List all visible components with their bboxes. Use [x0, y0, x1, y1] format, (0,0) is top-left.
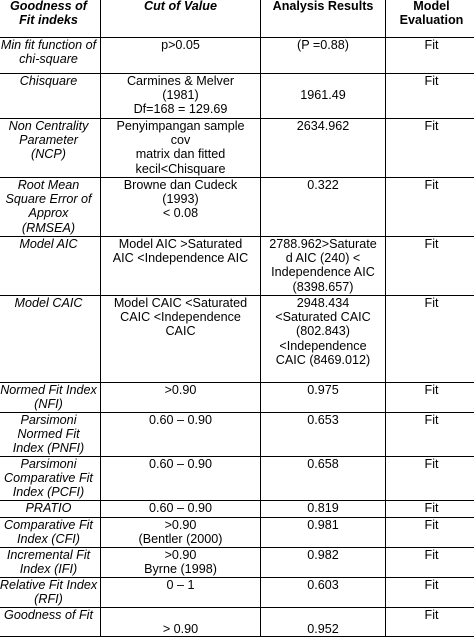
cell-line: CAIC — [102, 324, 259, 338]
cell-cut-of-value — [101, 119, 261, 178]
table-row — [0, 413, 474, 457]
cell-line: 0.60 – 0.90 — [102, 501, 259, 515]
cell-line: d AIC (240) < — [262, 251, 384, 265]
cell-goodness-of-fit — [0, 38, 101, 74]
table-row — [0, 383, 474, 413]
cell-line: Fit — [387, 457, 474, 471]
cell-line: AIC <Independence AIC — [102, 251, 259, 265]
cell-line: (1981) — [102, 88, 259, 102]
cell-line: Approx — [0, 206, 99, 220]
cell-line: Model CAIC <Saturated — [102, 296, 259, 310]
cell-line: Fit — [387, 518, 474, 532]
cell-line: Incremental Fit — [0, 548, 99, 562]
cell-line: Fit — [387, 383, 474, 397]
cell-line: 0.819 — [262, 501, 384, 515]
cell-line: Model AIC >Saturated — [102, 237, 259, 251]
cell-line: Index (PCFI) — [0, 485, 99, 499]
cell-line: matrix dan fitted — [102, 147, 259, 161]
cell-goodness-of-fit — [0, 237, 101, 296]
cell-line: 0.322 — [262, 178, 384, 192]
cell-line: Penyimpangan sample — [102, 119, 259, 133]
cell-line: CAIC (8469.012) — [262, 353, 384, 367]
cell-line: PRATIO — [0, 501, 99, 515]
cell-line: p>0.05 — [102, 38, 259, 52]
cell-analysis-result — [261, 296, 386, 383]
cell-line: 2948.434 — [262, 296, 384, 310]
header-cut-of-value — [101, 0, 261, 38]
cell-line: 0.982 — [262, 548, 384, 562]
table-row — [0, 178, 474, 237]
cell-model-evaluation — [386, 178, 474, 237]
cell-line: Fit — [387, 501, 474, 515]
cell-cut-of-value — [101, 548, 261, 578]
cell-analysis-result — [261, 178, 386, 237]
cell-line: 0.952 — [262, 622, 384, 636]
cell-line: Comparative Fit — [0, 471, 99, 485]
cell-line: 0.981 — [262, 518, 384, 532]
cell-line: Root Mean — [0, 178, 99, 192]
cell-model-evaluation — [386, 383, 474, 413]
cell-line: Fit — [387, 608, 474, 622]
cell-line: Parameter — [0, 133, 99, 147]
cell-line: cov — [102, 133, 259, 147]
table-row — [0, 74, 474, 119]
cell-model-evaluation — [386, 237, 474, 296]
cell-line: Browne dan Cudeck — [102, 178, 259, 192]
cell-model-evaluation — [386, 457, 474, 501]
cell-line: Model AIC — [0, 237, 99, 251]
cell-cut-of-value — [101, 237, 261, 296]
cell-analysis-result — [261, 413, 386, 457]
cell-cut-of-value — [101, 178, 261, 237]
cell-line: 0.653 — [262, 413, 384, 427]
cell-line: (1993) — [102, 192, 259, 206]
cell-line: Parsimoni — [0, 457, 99, 471]
cell-line: 0.60 – 0.90 — [102, 457, 259, 471]
cell-model-evaluation — [386, 578, 474, 608]
cell-line — [262, 74, 384, 88]
cell-line: Fit — [387, 578, 474, 592]
cell-analysis-result — [261, 38, 386, 74]
cell-line: CAIC <Independence — [102, 310, 259, 324]
cell-line: chi-square — [0, 52, 99, 66]
table-row — [0, 119, 474, 178]
cell-cut-of-value — [101, 383, 261, 413]
cell-line — [262, 608, 384, 622]
cell-analysis-result — [261, 501, 386, 518]
cell-line: Chisquare — [0, 74, 99, 88]
cell-goodness-of-fit — [0, 383, 101, 413]
cell-analysis-result — [261, 548, 386, 578]
cell-line: Byrne (1998) — [102, 562, 259, 576]
cell-model-evaluation — [386, 518, 474, 548]
cell-line: Cut of Value — [102, 0, 259, 13]
cell-line: (802.843) — [262, 324, 384, 338]
cell-line: 2634.962 — [262, 119, 384, 133]
cell-line: <Saturated CAIC — [262, 310, 384, 324]
cell-line: Fit — [387, 178, 474, 192]
cell-line: > 0.90 — [102, 622, 259, 636]
cell-cut-of-value — [101, 501, 261, 518]
table-row — [0, 518, 474, 548]
cell-line: 0.60 – 0.90 — [102, 413, 259, 427]
cell-line: Relative Fit Index — [0, 578, 99, 592]
cell-line: Normed Fit — [0, 427, 99, 441]
cell-line: Fit — [387, 548, 474, 562]
cell-line: Goodness of — [0, 0, 99, 13]
cell-line: (P =0.88) — [262, 38, 384, 52]
cell-line: Fit — [387, 119, 474, 133]
cell-line: Square Error of — [0, 192, 99, 206]
cell-line: 0 – 1 — [102, 578, 259, 592]
cell-line: 0.658 — [262, 457, 384, 471]
cell-line: 1961.49 — [262, 88, 384, 102]
table-row — [0, 501, 474, 518]
cell-line: Carmines & Melver — [102, 74, 259, 88]
table-row — [0, 548, 474, 578]
cell-line: Analysis Results — [262, 0, 384, 13]
cell-analysis-result — [261, 457, 386, 501]
cell-goodness-of-fit — [0, 548, 101, 578]
cell-line: (NCP) — [0, 147, 99, 161]
cell-goodness-of-fit — [0, 518, 101, 548]
cell-analysis-result — [261, 518, 386, 548]
cell-line: Index (CFI) — [0, 532, 99, 546]
cell-line: kecil<Chisquare — [102, 162, 259, 176]
cell-cut-of-value — [101, 38, 261, 74]
table-row — [0, 578, 474, 608]
cell-line: Independence AIC — [262, 265, 384, 279]
cell-line: Goodness of Fit — [0, 608, 99, 622]
header-analysis-results — [261, 0, 386, 38]
header-row — [0, 0, 474, 38]
cell-line: Model CAIC — [0, 296, 99, 310]
cell-line: Fit — [387, 237, 474, 251]
cell-model-evaluation — [386, 119, 474, 178]
cell-line: Min fit function of — [0, 38, 99, 52]
table-body — [0, 38, 474, 637]
cell-line: Fit — [387, 413, 474, 427]
cell-analysis-result — [261, 383, 386, 413]
cell-line: Fit — [387, 38, 474, 52]
cell-model-evaluation — [386, 413, 474, 457]
cell-line — [102, 608, 259, 622]
cell-line: 2788.962>Saturate — [262, 237, 384, 251]
cell-analysis-result — [261, 578, 386, 608]
cell-goodness-of-fit — [0, 178, 101, 237]
cell-goodness-of-fit — [0, 578, 101, 608]
table-row — [0, 457, 474, 501]
cell-line: Non Centrality — [0, 119, 99, 133]
cell-model-evaluation — [386, 501, 474, 518]
cell-line: Parsimoni — [0, 413, 99, 427]
cell-line: Normed Fit Index — [0, 383, 99, 397]
cell-line: (8398.657) — [262, 280, 384, 294]
cell-line: (RFI) — [0, 592, 99, 606]
cell-line: Fit — [387, 296, 474, 310]
cell-line: < 0.08 — [102, 206, 259, 220]
cell-line: (Bentler (2000) — [102, 532, 259, 546]
cell-cut-of-value — [101, 518, 261, 548]
cell-model-evaluation — [386, 38, 474, 74]
table-row — [0, 237, 474, 296]
table-row — [0, 296, 474, 383]
cell-line: >0.90 — [102, 548, 259, 562]
cell-goodness-of-fit — [0, 413, 101, 457]
cell-line: Index (PNFI) — [0, 441, 99, 455]
cell-line: Df=168 = 129.69 — [102, 102, 259, 116]
cell-cut-of-value — [101, 296, 261, 383]
cell-analysis-result — [261, 237, 386, 296]
cell-model-evaluation — [386, 548, 474, 578]
header-goodness-of-fit — [0, 0, 101, 38]
header-model-evaluation — [386, 0, 474, 38]
cell-line: 0.603 — [262, 578, 384, 592]
cell-cut-of-value — [101, 578, 261, 608]
cell-line: 0.975 — [262, 383, 384, 397]
table-row — [0, 38, 474, 74]
cell-cut-of-value — [101, 413, 261, 457]
cell-line: Comparative Fit — [0, 518, 99, 532]
cell-model-evaluation — [386, 296, 474, 383]
cell-line: >0.90 — [102, 383, 259, 397]
cell-line: Index (IFI) — [0, 562, 99, 576]
cell-goodness-of-fit — [0, 296, 101, 383]
cell-cut-of-value — [101, 457, 261, 501]
cell-goodness-of-fit — [0, 119, 101, 178]
cell-line: (RMSEA) — [0, 221, 99, 235]
cell-model-evaluation — [386, 74, 474, 119]
cell-line: Model — [387, 0, 474, 13]
cell-cut-of-value — [101, 74, 261, 119]
cell-analysis-result — [261, 119, 386, 178]
cell-line: Evaluation — [387, 13, 474, 27]
cell-line: <Independence — [262, 339, 384, 353]
cell-goodness-of-fit — [0, 74, 101, 119]
cell-line: (NFI) — [0, 397, 99, 411]
cell-line: Fit — [387, 74, 474, 88]
cell-goodness-of-fit — [0, 501, 101, 518]
cell-analysis-result — [261, 74, 386, 119]
cell-goodness-of-fit — [0, 457, 101, 501]
table-header — [0, 0, 474, 38]
cell-line: >0.90 — [102, 518, 259, 532]
cell-line: Fit indeks — [0, 13, 99, 27]
